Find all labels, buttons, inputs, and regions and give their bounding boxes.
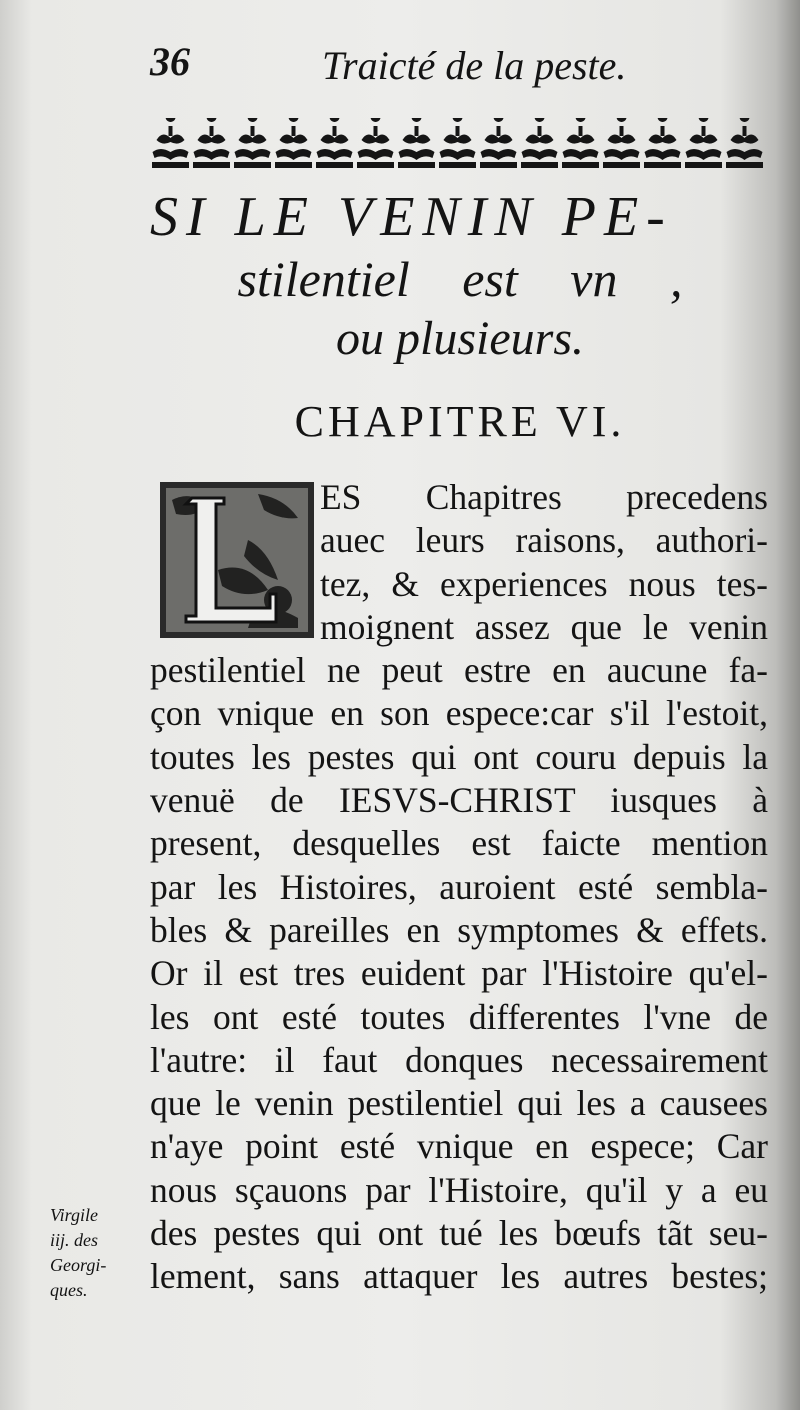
fleuron-unit: [398, 118, 435, 168]
margin-note-line: iij. des: [50, 1230, 98, 1250]
title-line-2: stilentiel est vn ,: [237, 251, 683, 307]
fleuron-unit: [726, 118, 763, 168]
text-line: present, desquelles est faicte mention: [150, 823, 768, 864]
fleuron-unit: [316, 118, 353, 168]
text-line: bles & pareilles en symptomes & effets.: [150, 909, 768, 950]
fleuron-ornament-band: [150, 118, 765, 170]
fleuron-unit: [357, 118, 394, 168]
text-line: auec leurs raisons, authori-: [320, 520, 768, 561]
text-line: les ont esté toutes differentes l'vne de: [150, 996, 768, 1037]
text-line: tez, & experiences nous tes-: [320, 563, 768, 604]
fleuron-unit: [439, 118, 476, 168]
fleuron-unit: [234, 118, 271, 168]
margin-note-line: Virgile: [50, 1205, 98, 1225]
fleuron-unit: [152, 118, 189, 168]
fleuron-unit: [644, 118, 681, 168]
fleuron-unit: [562, 118, 599, 168]
text-line: lement, sans attaquer les autres bestes;: [150, 1256, 768, 1297]
text-line: venuë de IESVS-CHRIST iusques à: [150, 780, 768, 821]
page-number: 36: [150, 39, 190, 84]
text-line: ES Chapitres precedens: [320, 477, 768, 517]
text-line: par les Histoires, auroient esté sembla-: [150, 866, 768, 907]
fleuron-unit: [275, 118, 312, 168]
text-line: des pestes qui ont tué les bœufs tãt seu-: [150, 1213, 768, 1254]
page-header: [150, 38, 770, 98]
text-line: moignent assez que le venin: [320, 606, 768, 647]
fleuron-unit: [193, 118, 230, 168]
text-line: n'aye point esté vnique en espece; Car: [150, 1126, 768, 1167]
title-line-3: ou plusieurs.: [335, 312, 584, 365]
text-line: çon vnique en son espece:car s'il l'estoit,: [150, 693, 768, 734]
text-line: pestilentiel ne peut estre en aucune fa-: [150, 650, 768, 691]
margin-note: [50, 1203, 145, 1303]
title-line-1: SI LE VENIN PE-: [150, 186, 673, 248]
text-line: l'autre: il faut donques necessairement: [150, 1039, 768, 1080]
chapter-heading: CHAPITRE VI.: [294, 397, 626, 446]
fleuron-unit: [685, 118, 722, 168]
fleuron-unit: [603, 118, 640, 168]
text-line: Or il est tres euident par l'Histoire qu'el-: [150, 953, 768, 994]
margin-note-line: ques.: [50, 1280, 88, 1300]
body-text: [150, 476, 768, 1299]
fleuron-unit: [480, 118, 517, 168]
chapter-title: [150, 185, 770, 369]
fleuron-unit: [521, 118, 558, 168]
running-title: Traicté de la peste.: [322, 43, 627, 88]
text-line: toutes les pestes qui ont couru depuis la: [150, 736, 768, 777]
text-line: nous sçauons par l'Histoire, qu'il y a eu: [150, 1169, 768, 1210]
text-line: que le venin pestilentiel qui les a causees: [150, 1083, 768, 1124]
margin-note-line: Georgi-: [50, 1255, 107, 1275]
